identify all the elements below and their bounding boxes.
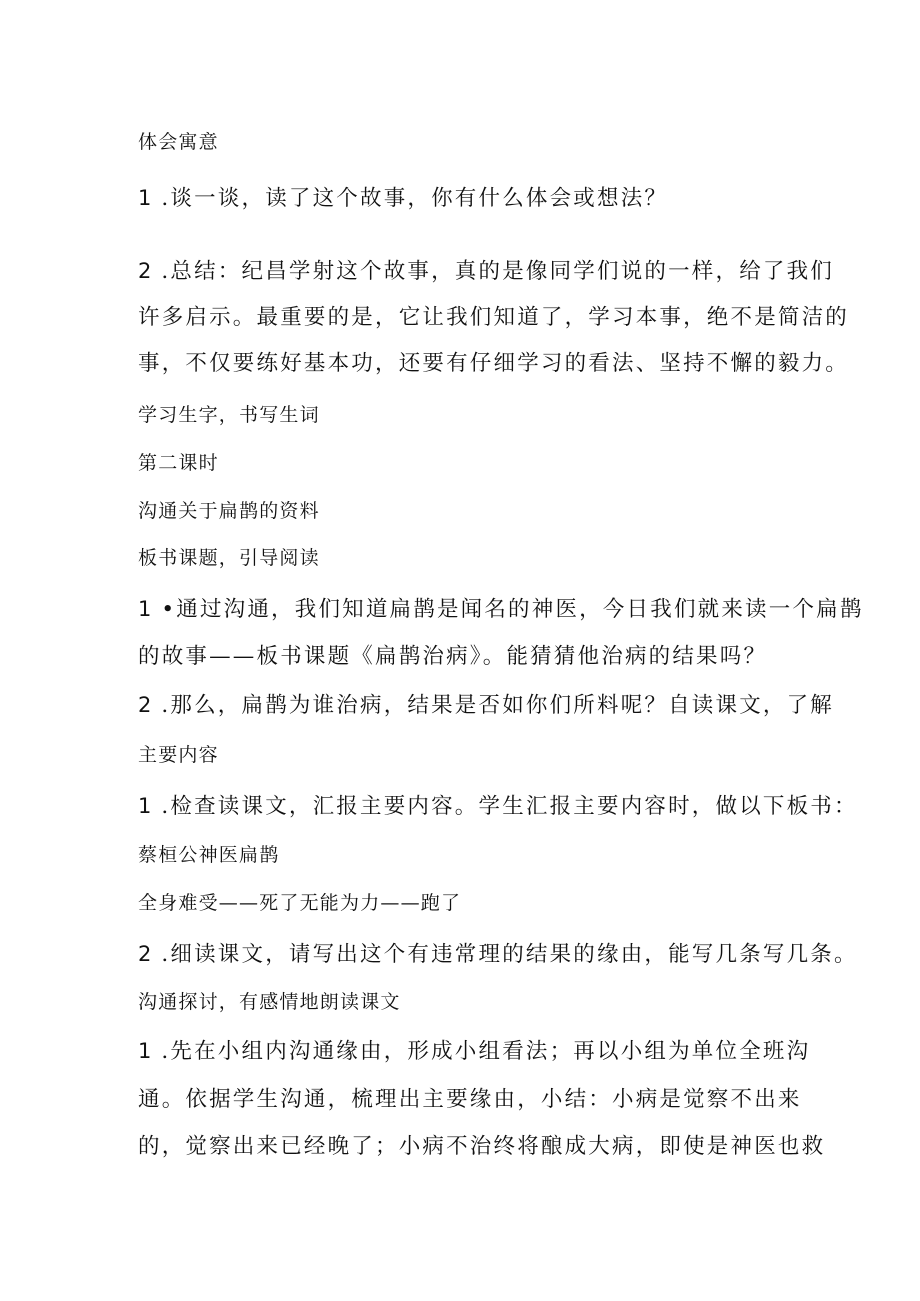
line-text: 事，不仅要练好基本功，还要有仔细学习的看法、坚持不懈的毅力。	[138, 351, 850, 376]
line-text: .细读课文，请写出这个有违常理的结果的缘由，能写几条写几条。	[161, 942, 858, 967]
board-line	[138, 846, 279, 865]
list-item	[138, 599, 864, 621]
list-item	[138, 261, 834, 283]
item-number: 1	[138, 186, 152, 210]
heading-understand-moral	[138, 133, 219, 152]
line-text: 主要内容	[138, 744, 219, 766]
item-number: 1	[138, 1039, 152, 1063]
line-text: .谈一谈，读了这个故事，你有什么体会或想法？	[161, 186, 669, 211]
line-text: .检查读课文，汇报主要内容。学生汇报主要内容时，做以下板书：	[161, 794, 858, 819]
line-text: 板书课题，引导阅读	[138, 547, 320, 569]
line-text: 全身难受——死了无能为力——跑了	[138, 892, 462, 914]
line-text: •通过沟通，我们知道扁鹊是闻名的神医，今日我们就来读一个扁鹊	[161, 597, 864, 622]
line-text: .总结：纪昌学射这个故事，真的是像同学们说的一样，给了我们	[161, 259, 835, 284]
line-text: 的故事——板书课题《扁鹊治病》。能猜猜他治病的结果吗？	[138, 644, 768, 669]
heading-board-title	[138, 549, 320, 568]
line-text: 沟通探讨，有感情地朗读课文	[138, 991, 401, 1013]
item-number: 1	[138, 794, 152, 818]
paragraph-line	[138, 1136, 825, 1158]
item-number: 2	[138, 693, 152, 717]
list-item	[138, 695, 834, 717]
heading-main-content	[138, 746, 219, 765]
heading-learn-characters	[138, 406, 320, 425]
line-text: 许多启示。最重要的是，它让我们知道了，学习本事，绝不是简洁的	[138, 305, 850, 330]
paragraph-line	[138, 307, 849, 329]
heading-share-materials	[138, 502, 320, 521]
line-text: 沟通关于扁鹊的资料	[138, 500, 320, 522]
line-text: .先在小组内沟通缘由，形成小组看法；再以小组为单位全班沟	[161, 1039, 811, 1064]
paragraph-line	[138, 646, 767, 668]
item-number: 2	[138, 259, 152, 283]
line-text: .那么，扁鹊为谁治病，结果是否如你们所料呢？自读课文，了解	[161, 693, 835, 718]
paragraph-line	[138, 353, 849, 375]
line-text: 学习生字，书写生词	[138, 404, 320, 426]
list-item	[138, 796, 858, 818]
line-text: 的，觉察出来已经晚了；小病不治终将酿成大病，即使是神医也救	[138, 1134, 826, 1159]
board-line	[138, 894, 461, 913]
line-text: 体会寓意	[138, 131, 219, 153]
list-item	[138, 1041, 810, 1063]
list-item	[138, 188, 668, 210]
heading-discussion	[138, 993, 401, 1012]
item-number: 2	[138, 942, 152, 966]
paragraph-line	[138, 1089, 802, 1111]
line-text: 第二课时	[138, 452, 219, 474]
list-item	[138, 944, 858, 966]
line-text: 通。依据学生沟通，梳理出主要缘由，小结：小病是觉察不出来	[138, 1087, 802, 1112]
line-text: 蔡桓公神医扁鹊	[138, 844, 280, 866]
item-number: 1	[138, 597, 152, 621]
heading-second-lesson	[138, 454, 219, 473]
